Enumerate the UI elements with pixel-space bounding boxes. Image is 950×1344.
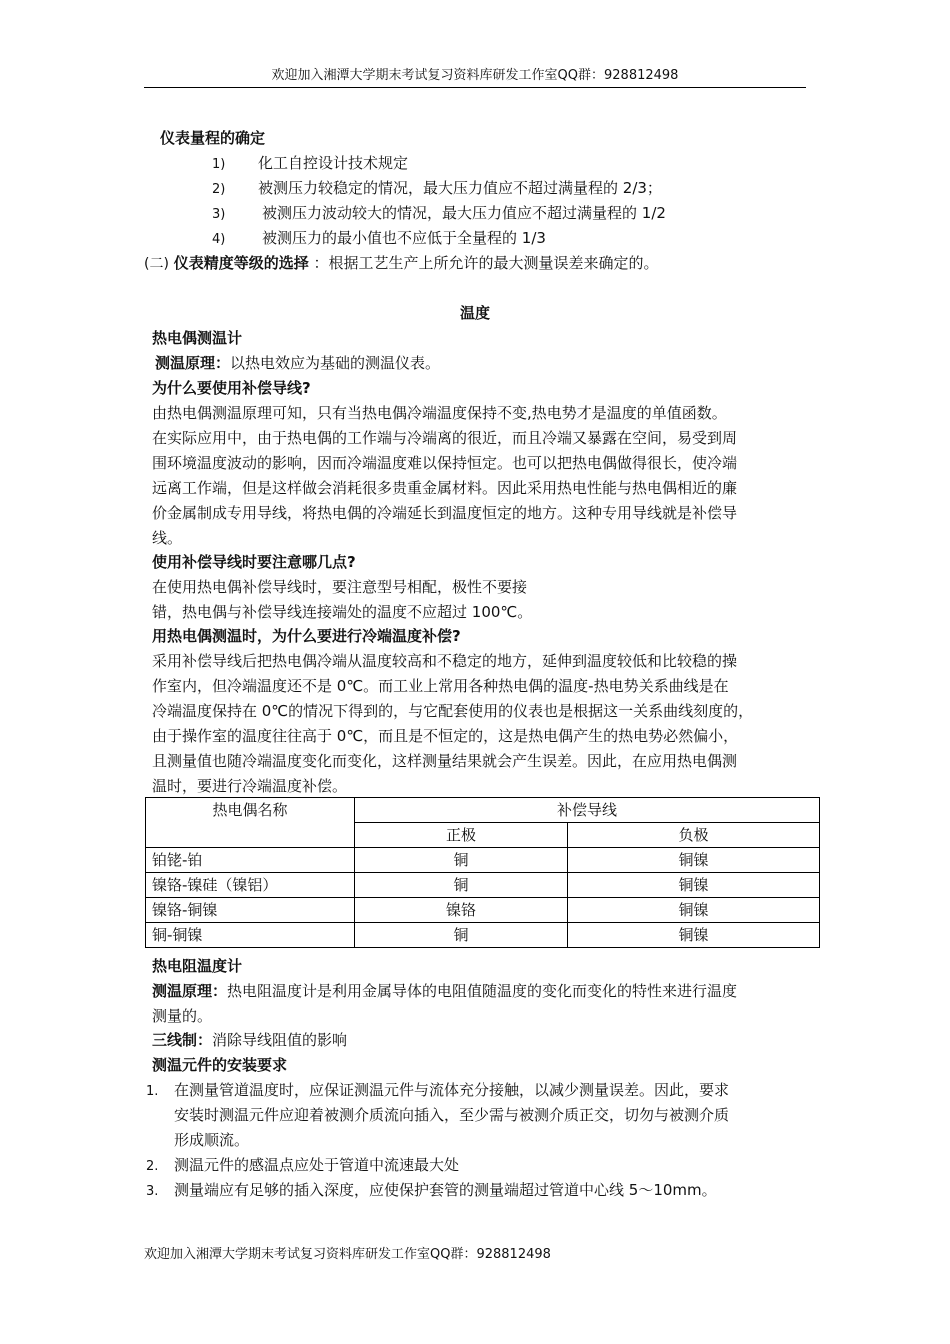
answer-paragraph: 由热电偶测温原理可知，只有当热电偶冷端温度保持不变,热电势才是温度的单值函数。 在实际应用中，由于热电偶的工作端与冷端离的很近，而且冷端又暴露在空间，易受到周 围环境温度波动的影响，因而冷端温度难以保持恒定。也可以把热电偶做得很长，使冷端 远离工作端，但是这样做会消耗很多贵重金属材料。因此采用热电性能与热电偶相近的廉 价金属制成专用导线，将热电偶的冷端延长到温度恒定的地方。这种专用导线就是补偿导 线。 bbox=[152, 404, 738, 547]
table-row bbox=[146, 848, 820, 873]
answer-paragraph: 采用补偿导线后把热电偶冷端从温度较高和不稳定的地方，延伸到温度较低和比较稳的操 作室内，但冷端温度还不是 0℃。而工业上常用各种热电偶的温度-热电势关系曲线是在 冷端温度保持在 0℃的情况下得到的，与它配套使用的仪表也是根据这一关系曲线刻度的， 由于操作室的温度往往高于 0℃，而且是不恒定的，这是热电偶产生的热电势必然偏小， 且测量值也随冷端温度变化而变化，这样测量结果就会产生误差。因此，在应用热电偶测 温时，要进行冷端温度补偿。 bbox=[152, 652, 754, 795]
cell-positive: 铜 bbox=[355, 873, 568, 898]
compensation-wire-table bbox=[145, 797, 820, 948]
accuracy-line: (二) 仪表精度等级的选择 ：根据工艺生产上所允许的最大测量误差来确定的。 bbox=[144, 254, 659, 272]
range-title: 仪表量程的确定 bbox=[160, 129, 266, 147]
three-wire: 三线制：消除导线阻值的影响 bbox=[152, 1031, 348, 1049]
cell-name: 镍铬-镍硅（镍铝） bbox=[146, 873, 355, 898]
table-row bbox=[146, 873, 820, 898]
install-title: 测温元件的安装要求 bbox=[152, 1056, 288, 1074]
answer-paragraph: 在使用热电偶补偿导线时，要注意型号相配，极性不要接 错，热电偶与补偿导线连接端处的温度不应超过 100℃。 bbox=[152, 578, 533, 621]
cell-positive: 铜 bbox=[355, 923, 568, 948]
range-item: 4) 被测压力的最小值也不应低于全量程的 1/3 bbox=[212, 229, 546, 247]
cell-negative: 铜镍 bbox=[568, 923, 820, 948]
thermocouple-principle: 测温原理：以热电效应为基础的测温仪表。 bbox=[155, 354, 441, 372]
thermocouple-title: 热电偶测温计 bbox=[152, 329, 243, 347]
cell-positive: 铜 bbox=[355, 848, 568, 873]
col-header-group: 补偿导线 bbox=[355, 798, 820, 823]
col-header-negative: 负极 bbox=[568, 823, 820, 848]
range-item: 1) 化工自控设计技术规定 bbox=[212, 154, 409, 172]
cell-negative: 铜镍 bbox=[568, 848, 820, 873]
question-heading: 使用补偿导线时要注意哪几点? bbox=[152, 553, 356, 571]
cell-name: 镍铬-铜镍 bbox=[146, 898, 355, 923]
range-item: 3) 被测压力波动较大的情况，最大压力值应不超过满量程的 1/2 bbox=[212, 204, 666, 222]
rtd-title: 热电阻温度计 bbox=[152, 957, 243, 975]
col-header-name: 热电偶名称 bbox=[146, 798, 355, 848]
cell-negative: 铜镍 bbox=[568, 873, 820, 898]
section-title: 温度 bbox=[459, 304, 490, 322]
rtd-principle: 测温原理：热电阻温度计是利用金属导体的电阻值随温度的变化而变化的特性来进行温度 测量的。 bbox=[152, 982, 738, 1025]
question-heading: 用热电偶测温时，为什么要进行冷端温度补偿? bbox=[152, 627, 461, 645]
cell-negative: 铜镍 bbox=[568, 898, 820, 923]
page-footer: 欢迎加入湘潭大学期末考试复习资料库研发工作室QQ群：928812498 bbox=[144, 1247, 551, 1262]
table-row bbox=[146, 898, 820, 923]
col-header-positive: 正极 bbox=[355, 823, 568, 848]
install-num: 2. bbox=[146, 1159, 159, 1174]
cell-name: 铂铑-铂 bbox=[146, 848, 355, 873]
install-num: 1. bbox=[146, 1084, 159, 1099]
cell-positive: 镍铬 bbox=[355, 898, 568, 923]
install-item: 测量端应有足够的插入深度，应使保护套管的测量端超过管道中心线 5～10mm。 bbox=[174, 1181, 717, 1199]
install-item: 测温元件的感温点应处于管道中流速最大处 bbox=[174, 1156, 460, 1174]
cell-name: 铜-铜镍 bbox=[146, 923, 355, 948]
table-row bbox=[146, 923, 820, 948]
page-header: 欢迎加入湘潭大学期末考试复习资料库研发工作室QQ群：928812498 bbox=[144, 66, 806, 88]
install-item: 在测量管道温度时，应保证测温元件与流体充分接触，以减少测量误差。因此，要求 安装时测温元件应迎着被测介质流向插入，至少需与被测介质正交，切勿与被测介质 形成顺流。 bbox=[174, 1081, 730, 1149]
question-heading: 为什么要使用补偿导线? bbox=[152, 379, 311, 397]
install-num: 3. bbox=[146, 1184, 159, 1199]
range-item: 2) 被测压力较稳定的情况，最大压力值应不超过满量程的 2/3； bbox=[212, 179, 662, 197]
